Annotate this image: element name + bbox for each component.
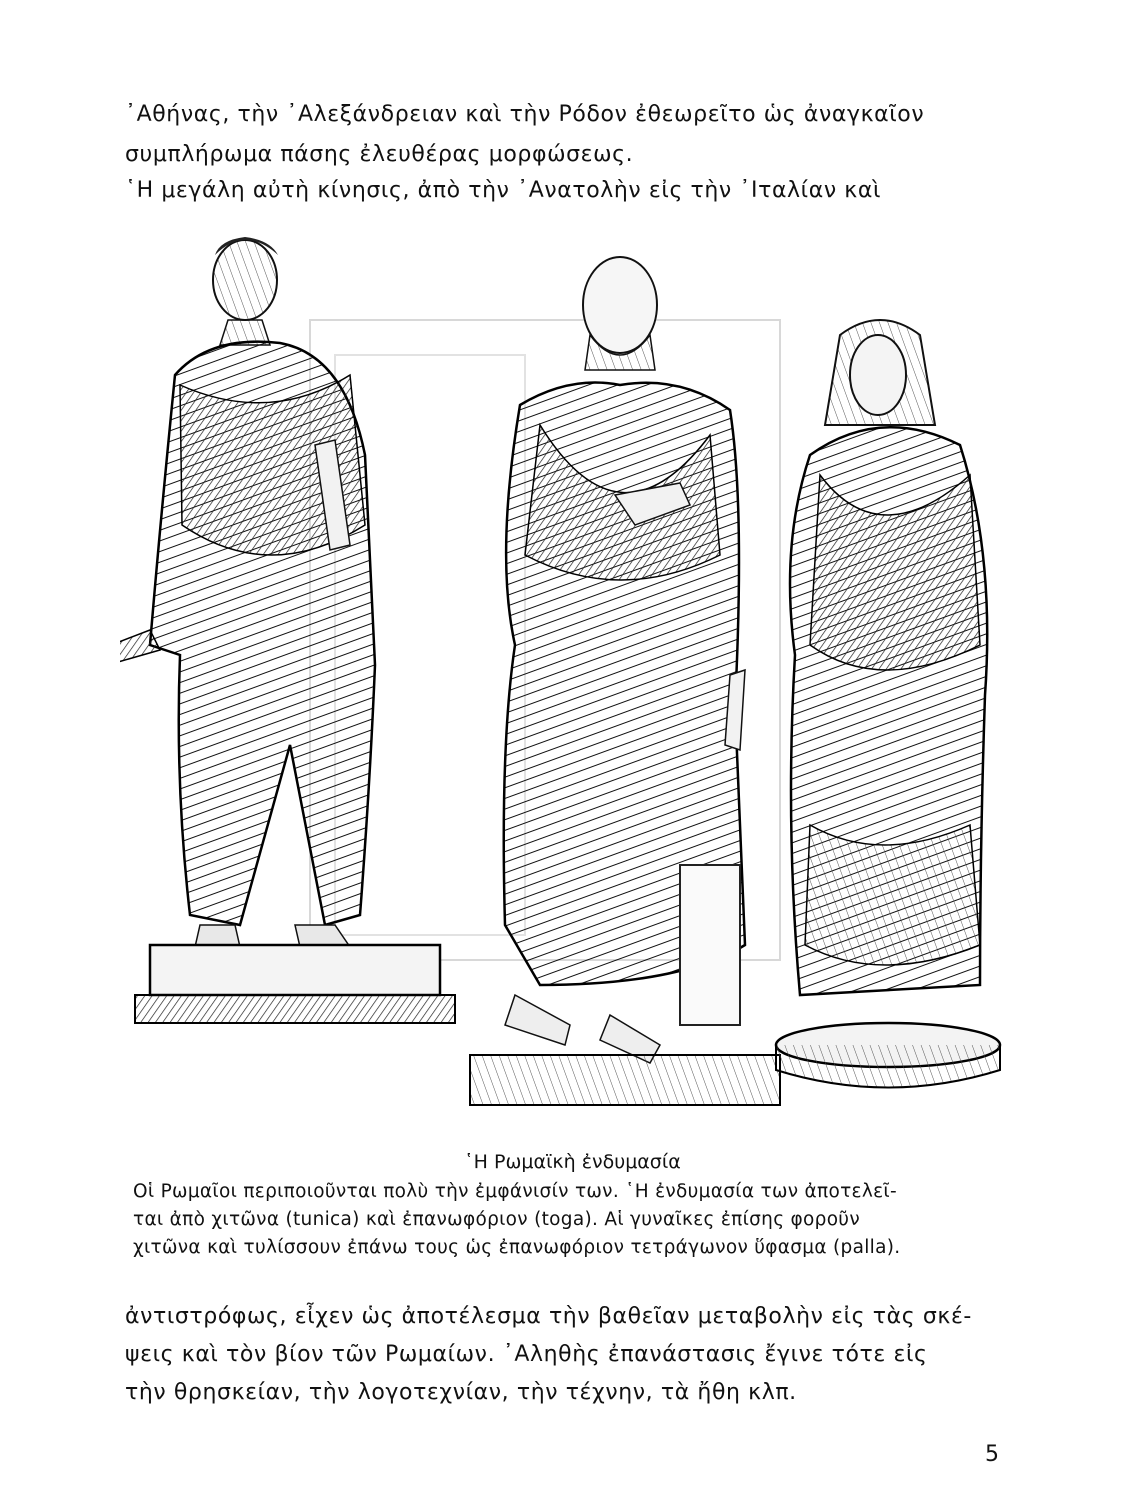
statue-woman-right	[776, 320, 1000, 1088]
body-text-line: ἀντιστρόφως, εἶχεν ὡς ἀποτέλεσμα τὴν βαθεῖαν μεταβολὴν εἰς τὰς σκέ-	[125, 1304, 972, 1329]
figure-caption-title: ῾Η Ρωμαϊκὴ ἐνδυμασία	[464, 1151, 681, 1173]
caption-line: ται ἀπὸ χιτῶνα (tunica) καὶ ἐπανωφόριον (toga). Αἱ γυναῖκες ἐπίσης φοροῦν	[133, 1209, 860, 1230]
caption-line: χιτῶνα καὶ τυλίσσουν ἐπάνω τους ὡς ἐπανωφόριον τετράγωνον ὕφασμα (palla).	[133, 1237, 901, 1258]
figure-caption	[133, 1178, 1003, 1262]
roman-statues-illustration	[120, 225, 1010, 1130]
body-text-line: ῾Η μεγάλη αὐτὴ κίνησις, ἀπὸ τὴν ᾿Ανατολὴν εἰς τὴν ᾿Ιταλίαν καὶ	[125, 178, 882, 203]
page-number: 5	[985, 1442, 999, 1467]
caption-line: Οἱ Ρωμαῖοι περιποιοῦνται πολὺ τὴν ἐμφάνισίν των. ῾Η ἐνδυμασία των ἀποτελεῖ-	[133, 1181, 897, 1202]
body-text-line: συμπλήρωμα πάσης ἐλευθέρας μορφώσεως.	[125, 142, 634, 167]
body-text-line: τὴν θρησκείαν, τὴν λογοτεχνίαν, τὴν τέχνην, τὰ ἤθη κλπ.	[125, 1380, 797, 1405]
body-text-line: ᾿Αθήνας, τὴν ᾿Αλεξάνδρειαν καὶ τὴν Ρόδον ἐθεωρεῖτο ὡς ἀναγκαῖον	[125, 102, 925, 127]
body-text-line: ψεις καὶ τὸν βίον τῶν Ρωμαίων. ᾿Αληθὴς ἐπανάστασις ἔγινε τότε εἰς	[125, 1342, 928, 1367]
statue-man-center	[470, 257, 780, 1105]
